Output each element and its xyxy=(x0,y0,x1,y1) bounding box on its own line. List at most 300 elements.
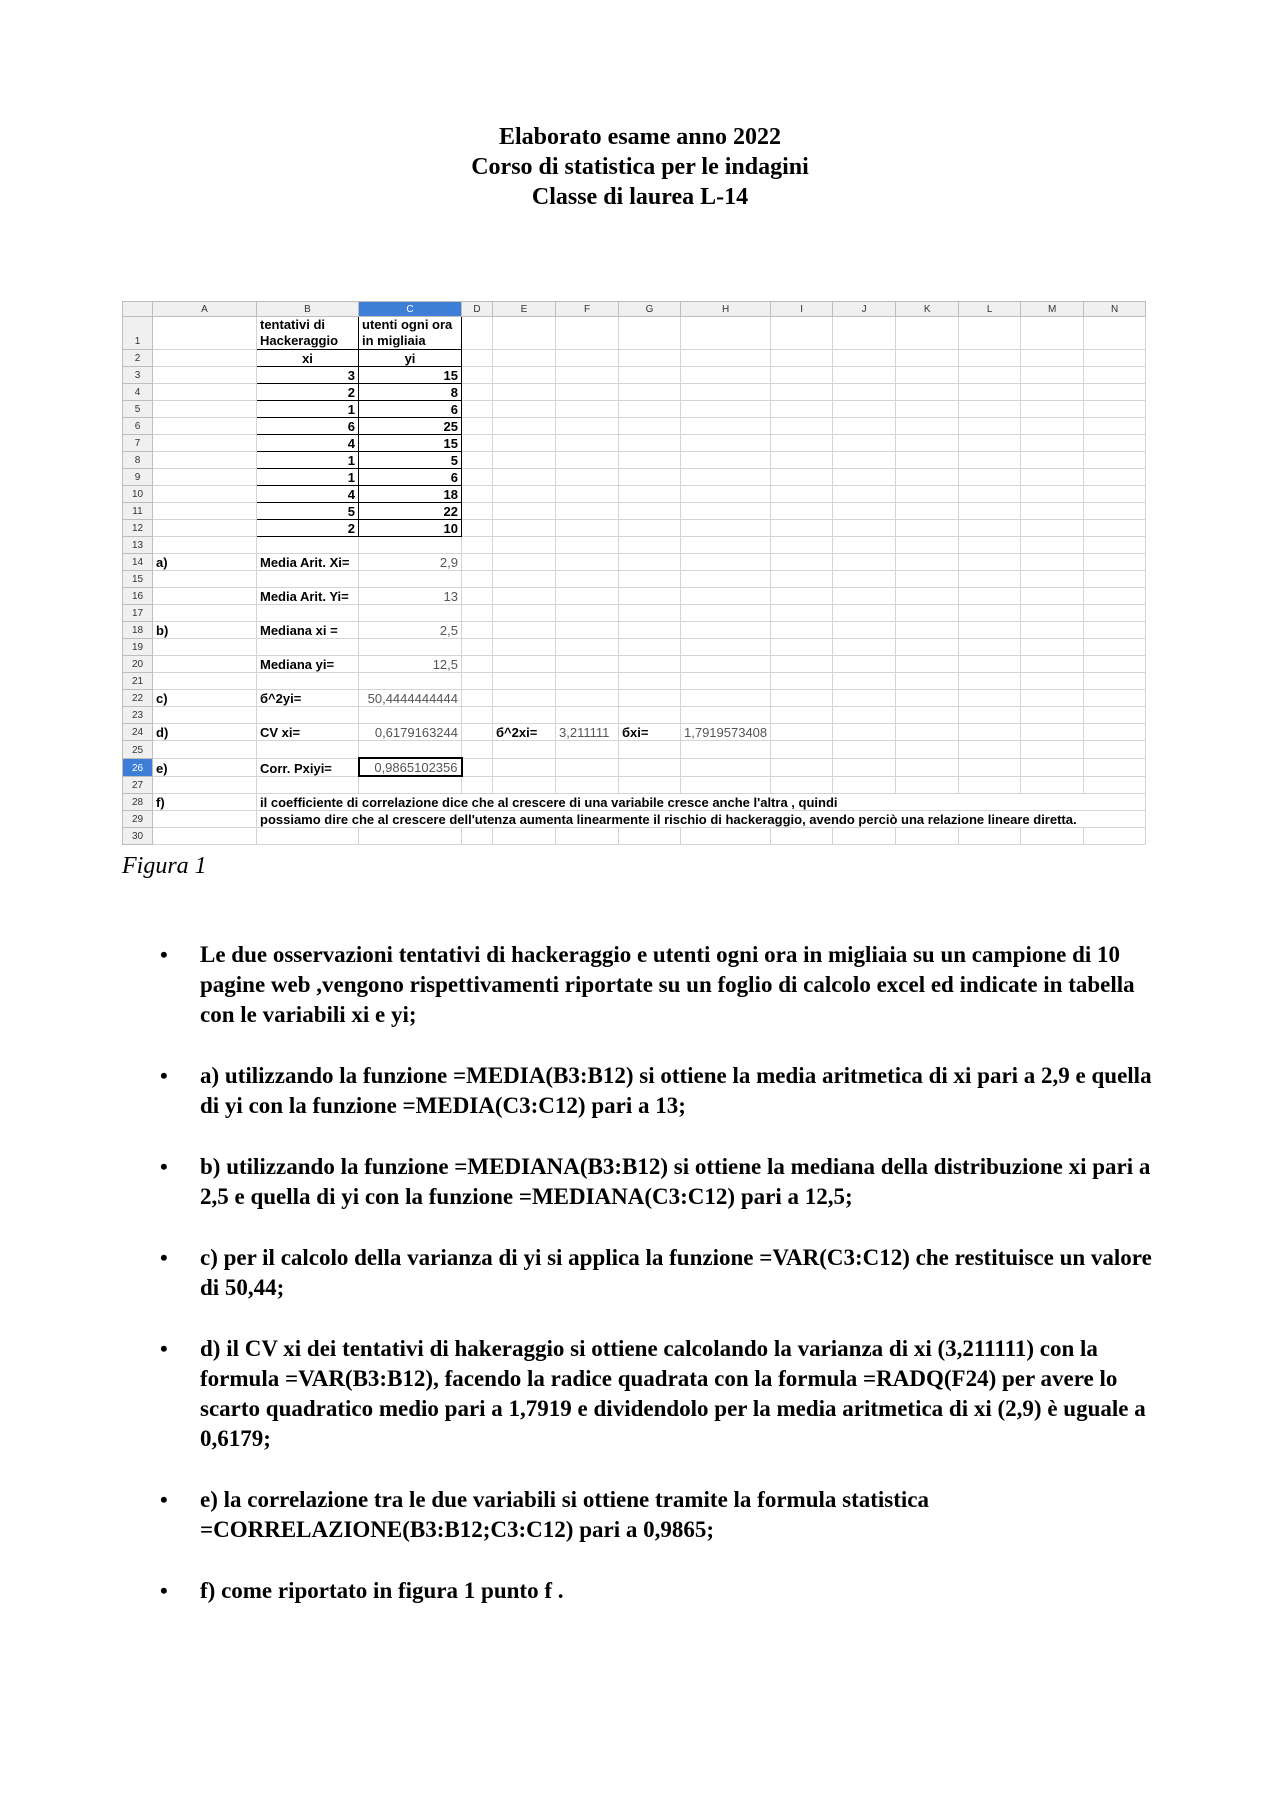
cell-d17[interactable] xyxy=(462,605,493,622)
cell-g23[interactable] xyxy=(619,707,681,724)
cell-e10[interactable] xyxy=(493,486,556,503)
cell-c2[interactable]: yi xyxy=(359,350,462,367)
cell-a3[interactable] xyxy=(153,367,257,384)
cell-n12[interactable] xyxy=(1084,520,1146,537)
cell-l14[interactable] xyxy=(959,554,1021,571)
cell-j2[interactable] xyxy=(833,350,896,367)
row-header-9[interactable]: 9 xyxy=(123,469,153,486)
cell-d23[interactable] xyxy=(462,707,493,724)
sheet-corner[interactable] xyxy=(123,302,153,317)
cell-d21[interactable] xyxy=(462,673,493,690)
cell-i4[interactable] xyxy=(771,384,833,401)
cell-h8[interactable] xyxy=(681,452,771,469)
column-header-e[interactable]: E xyxy=(493,302,556,317)
cell-k24[interactable] xyxy=(896,724,959,741)
cell-b22[interactable]: б^2yi= xyxy=(257,690,359,707)
row-header-18[interactable]: 18 xyxy=(123,622,153,639)
cell-g17[interactable] xyxy=(619,605,681,622)
cell-e17[interactable] xyxy=(493,605,556,622)
cell-f24[interactable]: 3,211111 xyxy=(556,724,619,741)
cell-f10[interactable] xyxy=(556,486,619,503)
cell-f6[interactable] xyxy=(556,418,619,435)
cell-l15[interactable] xyxy=(959,571,1021,588)
cell-h16[interactable] xyxy=(681,588,771,605)
cell-b24[interactable]: CV xi= xyxy=(257,724,359,741)
cell-i14[interactable] xyxy=(771,554,833,571)
cell-f7[interactable] xyxy=(556,435,619,452)
cell-m30[interactable] xyxy=(1021,828,1084,845)
cell-a13[interactable] xyxy=(153,537,257,554)
row-header-28[interactable]: 28 xyxy=(123,794,153,811)
cell-e22[interactable] xyxy=(493,690,556,707)
cell-k10[interactable] xyxy=(896,486,959,503)
cell-a7[interactable] xyxy=(153,435,257,452)
cell-k8[interactable] xyxy=(896,452,959,469)
column-header-l[interactable]: L xyxy=(959,302,1021,317)
cell-f3[interactable] xyxy=(556,367,619,384)
cell-k6[interactable] xyxy=(896,418,959,435)
cell-j12[interactable] xyxy=(833,520,896,537)
cell-a10[interactable] xyxy=(153,486,257,503)
cell-m5[interactable] xyxy=(1021,401,1084,418)
cell-k23[interactable] xyxy=(896,707,959,724)
cell-j25[interactable] xyxy=(833,741,896,759)
cell-f9[interactable] xyxy=(556,469,619,486)
cell-e5[interactable] xyxy=(493,401,556,418)
cell-i12[interactable] xyxy=(771,520,833,537)
cell-n8[interactable] xyxy=(1084,452,1146,469)
cell-a22[interactable]: c) xyxy=(153,690,257,707)
cell-k7[interactable] xyxy=(896,435,959,452)
cell-d1[interactable] xyxy=(462,317,493,350)
cell-g15[interactable] xyxy=(619,571,681,588)
cell-h9[interactable] xyxy=(681,469,771,486)
row-header-22[interactable]: 22 xyxy=(123,690,153,707)
cell-d14[interactable] xyxy=(462,554,493,571)
cell-g24[interactable]: бxi= xyxy=(619,724,681,741)
cell-g12[interactable] xyxy=(619,520,681,537)
cell-i27[interactable] xyxy=(771,776,833,794)
cell-c7[interactable]: 15 xyxy=(359,435,462,452)
cell-f26[interactable] xyxy=(556,758,619,776)
cell-n7[interactable] xyxy=(1084,435,1146,452)
cell-m19[interactable] xyxy=(1021,639,1084,656)
cell-l1[interactable] xyxy=(959,317,1021,350)
cell-n2[interactable] xyxy=(1084,350,1146,367)
cell-d5[interactable] xyxy=(462,401,493,418)
cell-m3[interactable] xyxy=(1021,367,1084,384)
cell-f19[interactable] xyxy=(556,639,619,656)
cell-n30[interactable] xyxy=(1084,828,1146,845)
cell-i18[interactable] xyxy=(771,622,833,639)
cell-d19[interactable] xyxy=(462,639,493,656)
cell-j10[interactable] xyxy=(833,486,896,503)
cell-j19[interactable] xyxy=(833,639,896,656)
cell-f1[interactable] xyxy=(556,317,619,350)
cell-n13[interactable] xyxy=(1084,537,1146,554)
cell-j8[interactable] xyxy=(833,452,896,469)
cell-g21[interactable] xyxy=(619,673,681,690)
cell-c17[interactable] xyxy=(359,605,462,622)
cell-a21[interactable] xyxy=(153,673,257,690)
cell-b16[interactable]: Media Arit. Yi= xyxy=(257,588,359,605)
cell-a5[interactable] xyxy=(153,401,257,418)
cell-l20[interactable] xyxy=(959,656,1021,673)
cell-e18[interactable] xyxy=(493,622,556,639)
cell-b30[interactable] xyxy=(257,828,359,845)
cell-c14[interactable]: 2,9 xyxy=(359,554,462,571)
cell-h18[interactable] xyxy=(681,622,771,639)
cell-c8[interactable]: 5 xyxy=(359,452,462,469)
cell-h21[interactable] xyxy=(681,673,771,690)
cell-e8[interactable] xyxy=(493,452,556,469)
row-header-29[interactable]: 29 xyxy=(123,811,153,828)
cell-k13[interactable] xyxy=(896,537,959,554)
cell-m24[interactable] xyxy=(1021,724,1084,741)
cell-f11[interactable] xyxy=(556,503,619,520)
cell-a18[interactable]: b) xyxy=(153,622,257,639)
cell-f17[interactable] xyxy=(556,605,619,622)
cell-e30[interactable] xyxy=(493,828,556,845)
cell-h4[interactable] xyxy=(681,384,771,401)
cell-n27[interactable] xyxy=(1084,776,1146,794)
cell-c27[interactable] xyxy=(359,776,462,794)
cell-d3[interactable] xyxy=(462,367,493,384)
cell-e15[interactable] xyxy=(493,571,556,588)
cell-h5[interactable] xyxy=(681,401,771,418)
cell-l3[interactable] xyxy=(959,367,1021,384)
cell-b17[interactable] xyxy=(257,605,359,622)
cell-k11[interactable] xyxy=(896,503,959,520)
cell-f15[interactable] xyxy=(556,571,619,588)
row-header-6[interactable]: 6 xyxy=(123,418,153,435)
cell-g30[interactable] xyxy=(619,828,681,845)
cell-a25[interactable] xyxy=(153,741,257,759)
cell-f23[interactable] xyxy=(556,707,619,724)
cell-l10[interactable] xyxy=(959,486,1021,503)
cell-n14[interactable] xyxy=(1084,554,1146,571)
cell-j5[interactable] xyxy=(833,401,896,418)
cell-f8[interactable] xyxy=(556,452,619,469)
cell-a12[interactable] xyxy=(153,520,257,537)
cell-n10[interactable] xyxy=(1084,486,1146,503)
cell-m13[interactable] xyxy=(1021,537,1084,554)
cell-n26[interactable] xyxy=(1084,758,1146,776)
cell-c4[interactable]: 8 xyxy=(359,384,462,401)
cell-h15[interactable] xyxy=(681,571,771,588)
cell-f30[interactable] xyxy=(556,828,619,845)
column-header-m[interactable]: M xyxy=(1021,302,1084,317)
cell-l4[interactable] xyxy=(959,384,1021,401)
cell-f13[interactable] xyxy=(556,537,619,554)
cell-i8[interactable] xyxy=(771,452,833,469)
cell-b8[interactable]: 1 xyxy=(257,452,359,469)
cell-m8[interactable] xyxy=(1021,452,1084,469)
cell-c5[interactable]: 6 xyxy=(359,401,462,418)
cell-h19[interactable] xyxy=(681,639,771,656)
cell-j11[interactable] xyxy=(833,503,896,520)
cell-g11[interactable] xyxy=(619,503,681,520)
cell-h27[interactable] xyxy=(681,776,771,794)
row-header-20[interactable]: 20 xyxy=(123,656,153,673)
cell-d27[interactable] xyxy=(462,776,493,794)
cell-c20[interactable]: 12,5 xyxy=(359,656,462,673)
cell-e25[interactable] xyxy=(493,741,556,759)
row-header-2[interactable]: 2 xyxy=(123,350,153,367)
cell-e16[interactable] xyxy=(493,588,556,605)
cell-n18[interactable] xyxy=(1084,622,1146,639)
cell-f16[interactable] xyxy=(556,588,619,605)
cell-g25[interactable] xyxy=(619,741,681,759)
cell-d16[interactable] xyxy=(462,588,493,605)
cell-k16[interactable] xyxy=(896,588,959,605)
cell-m10[interactable] xyxy=(1021,486,1084,503)
cell-a8[interactable] xyxy=(153,452,257,469)
cell-n9[interactable] xyxy=(1084,469,1146,486)
cell-g20[interactable] xyxy=(619,656,681,673)
row-header-16[interactable]: 16 xyxy=(123,588,153,605)
cell-g14[interactable] xyxy=(619,554,681,571)
cell-b13[interactable] xyxy=(257,537,359,554)
cell-l5[interactable] xyxy=(959,401,1021,418)
cell-e9[interactable] xyxy=(493,469,556,486)
cell-l27[interactable] xyxy=(959,776,1021,794)
cell-a24[interactable]: d) xyxy=(153,724,257,741)
cell-g8[interactable] xyxy=(619,452,681,469)
cell-d7[interactable] xyxy=(462,435,493,452)
cell-j21[interactable] xyxy=(833,673,896,690)
cell-n17[interactable] xyxy=(1084,605,1146,622)
cell-k22[interactable] xyxy=(896,690,959,707)
cell-j23[interactable] xyxy=(833,707,896,724)
cell-c11[interactable]: 22 xyxy=(359,503,462,520)
cell-b26[interactable]: Corr. Pxiyi= xyxy=(257,758,359,776)
cell-m2[interactable] xyxy=(1021,350,1084,367)
cell-m1[interactable] xyxy=(1021,317,1084,350)
cell-d9[interactable] xyxy=(462,469,493,486)
cell-g6[interactable] xyxy=(619,418,681,435)
cell-g27[interactable] xyxy=(619,776,681,794)
cell-n4[interactable] xyxy=(1084,384,1146,401)
cell-k20[interactable] xyxy=(896,656,959,673)
cell-m9[interactable] xyxy=(1021,469,1084,486)
cell-m17[interactable] xyxy=(1021,605,1084,622)
cell-n6[interactable] xyxy=(1084,418,1146,435)
cell-h12[interactable] xyxy=(681,520,771,537)
cell-d4[interactable] xyxy=(462,384,493,401)
cell-k27[interactable] xyxy=(896,776,959,794)
cell-g26[interactable] xyxy=(619,758,681,776)
cell-b2[interactable]: xi xyxy=(257,350,359,367)
row-header-4[interactable]: 4 xyxy=(123,384,153,401)
cell-a1[interactable] xyxy=(153,317,257,350)
cell-j4[interactable] xyxy=(833,384,896,401)
cell-j16[interactable] xyxy=(833,588,896,605)
cell-j7[interactable] xyxy=(833,435,896,452)
cell-m15[interactable] xyxy=(1021,571,1084,588)
cell-l7[interactable] xyxy=(959,435,1021,452)
cell-k25[interactable] xyxy=(896,741,959,759)
cell-l25[interactable] xyxy=(959,741,1021,759)
cell-n23[interactable] xyxy=(1084,707,1146,724)
cell-j3[interactable] xyxy=(833,367,896,384)
column-header-a[interactable]: A xyxy=(153,302,257,317)
cell-e26[interactable] xyxy=(493,758,556,776)
cell-h14[interactable] xyxy=(681,554,771,571)
cell-b14[interactable]: Media Arit. Xi= xyxy=(257,554,359,571)
cell-j13[interactable] xyxy=(833,537,896,554)
cell-m11[interactable] xyxy=(1021,503,1084,520)
column-header-n[interactable]: N xyxy=(1084,302,1146,317)
cell-i22[interactable] xyxy=(771,690,833,707)
cell-e19[interactable] xyxy=(493,639,556,656)
cell-m16[interactable] xyxy=(1021,588,1084,605)
cell-k12[interactable] xyxy=(896,520,959,537)
cell-c10[interactable]: 18 xyxy=(359,486,462,503)
cell-c22[interactable]: 50,4444444444 xyxy=(359,690,462,707)
cell-l19[interactable] xyxy=(959,639,1021,656)
cell-b3[interactable]: 3 xyxy=(257,367,359,384)
cell-j24[interactable] xyxy=(833,724,896,741)
cell-b11[interactable]: 5 xyxy=(257,503,359,520)
cell-n16[interactable] xyxy=(1084,588,1146,605)
cell-h22[interactable] xyxy=(681,690,771,707)
row-header-25[interactable]: 25 xyxy=(123,741,153,759)
cell-e13[interactable] xyxy=(493,537,556,554)
cell-f21[interactable] xyxy=(556,673,619,690)
cell-i11[interactable] xyxy=(771,503,833,520)
cell-i5[interactable] xyxy=(771,401,833,418)
row-header-24[interactable]: 24 xyxy=(123,724,153,741)
cell-a23[interactable] xyxy=(153,707,257,724)
cell-c23[interactable] xyxy=(359,707,462,724)
cell-a2[interactable] xyxy=(153,350,257,367)
cell-d24[interactable] xyxy=(462,724,493,741)
cell-m14[interactable] xyxy=(1021,554,1084,571)
cell-n3[interactable] xyxy=(1084,367,1146,384)
cell-l23[interactable] xyxy=(959,707,1021,724)
cell-g3[interactable] xyxy=(619,367,681,384)
cell-i26[interactable] xyxy=(771,758,833,776)
cell-g9[interactable] xyxy=(619,469,681,486)
row-header-15[interactable]: 15 xyxy=(123,571,153,588)
cell-b20[interactable]: Mediana yi= xyxy=(257,656,359,673)
cell-f5[interactable] xyxy=(556,401,619,418)
cell-b5[interactable]: 1 xyxy=(257,401,359,418)
cell-m27[interactable] xyxy=(1021,776,1084,794)
cell-i9[interactable] xyxy=(771,469,833,486)
cell-k1[interactable] xyxy=(896,317,959,350)
cell-j22[interactable] xyxy=(833,690,896,707)
row-header-5[interactable]: 5 xyxy=(123,401,153,418)
cell-i13[interactable] xyxy=(771,537,833,554)
cell-h2[interactable] xyxy=(681,350,771,367)
cell-h20[interactable] xyxy=(681,656,771,673)
cell-b1[interactable]: tentativi di Hackeraggio xyxy=(257,317,359,350)
cell-n19[interactable] xyxy=(1084,639,1146,656)
row-header-30[interactable]: 30 xyxy=(123,828,153,845)
cell-a16[interactable] xyxy=(153,588,257,605)
cell-d20[interactable] xyxy=(462,656,493,673)
cell-a9[interactable] xyxy=(153,469,257,486)
cell-a30[interactable] xyxy=(153,828,257,845)
cell-b19[interactable] xyxy=(257,639,359,656)
cell-g7[interactable] xyxy=(619,435,681,452)
cell-f25[interactable] xyxy=(556,741,619,759)
row-header-13[interactable]: 13 xyxy=(123,537,153,554)
cell-e20[interactable] xyxy=(493,656,556,673)
cell-a14[interactable]: a) xyxy=(153,554,257,571)
cell-d13[interactable] xyxy=(462,537,493,554)
cell-m20[interactable] xyxy=(1021,656,1084,673)
row-header-12[interactable]: 12 xyxy=(123,520,153,537)
cell-a28[interactable]: f) xyxy=(153,794,257,811)
cell-k4[interactable] xyxy=(896,384,959,401)
cell-i1[interactable] xyxy=(771,317,833,350)
cell-b18[interactable]: Mediana xi = xyxy=(257,622,359,639)
cell-m25[interactable] xyxy=(1021,741,1084,759)
cell-k14[interactable] xyxy=(896,554,959,571)
column-header-g[interactable]: G xyxy=(619,302,681,317)
cell-l21[interactable] xyxy=(959,673,1021,690)
cell-j6[interactable] xyxy=(833,418,896,435)
cell-j14[interactable] xyxy=(833,554,896,571)
cell-c19[interactable] xyxy=(359,639,462,656)
cell-d15[interactable] xyxy=(462,571,493,588)
cell-i20[interactable] xyxy=(771,656,833,673)
cell-b21[interactable] xyxy=(257,673,359,690)
cell-e1[interactable] xyxy=(493,317,556,350)
cell-b27[interactable] xyxy=(257,776,359,794)
cell-h3[interactable] xyxy=(681,367,771,384)
cell-k2[interactable] xyxy=(896,350,959,367)
cell-f2[interactable] xyxy=(556,350,619,367)
cell-d8[interactable] xyxy=(462,452,493,469)
cell-g10[interactable] xyxy=(619,486,681,503)
cell-e12[interactable] xyxy=(493,520,556,537)
column-header-k[interactable]: K xyxy=(896,302,959,317)
row-header-3[interactable]: 3 xyxy=(123,367,153,384)
cell-a19[interactable] xyxy=(153,639,257,656)
cell-l2[interactable] xyxy=(959,350,1021,367)
cell-c30[interactable] xyxy=(359,828,462,845)
cell-i25[interactable] xyxy=(771,741,833,759)
cell-c15[interactable] xyxy=(359,571,462,588)
cell-m7[interactable] xyxy=(1021,435,1084,452)
cell-g16[interactable] xyxy=(619,588,681,605)
cell-e4[interactable] xyxy=(493,384,556,401)
cell-e11[interactable] xyxy=(493,503,556,520)
cell-b23[interactable] xyxy=(257,707,359,724)
row-header-10[interactable]: 10 xyxy=(123,486,153,503)
column-header-j[interactable]: J xyxy=(833,302,896,317)
cell-c18[interactable]: 2,5 xyxy=(359,622,462,639)
cell-h10[interactable] xyxy=(681,486,771,503)
cell-d26[interactable] xyxy=(462,758,493,776)
cell-l24[interactable] xyxy=(959,724,1021,741)
cell-d12[interactable] xyxy=(462,520,493,537)
cell-f22[interactable] xyxy=(556,690,619,707)
cell-l6[interactable] xyxy=(959,418,1021,435)
cell-n21[interactable] xyxy=(1084,673,1146,690)
cell-i17[interactable] xyxy=(771,605,833,622)
cell-j9[interactable] xyxy=(833,469,896,486)
cell-i24[interactable] xyxy=(771,724,833,741)
cell-n5[interactable] xyxy=(1084,401,1146,418)
cell-f12[interactable] xyxy=(556,520,619,537)
cell-a6[interactable] xyxy=(153,418,257,435)
cell-b15[interactable] xyxy=(257,571,359,588)
